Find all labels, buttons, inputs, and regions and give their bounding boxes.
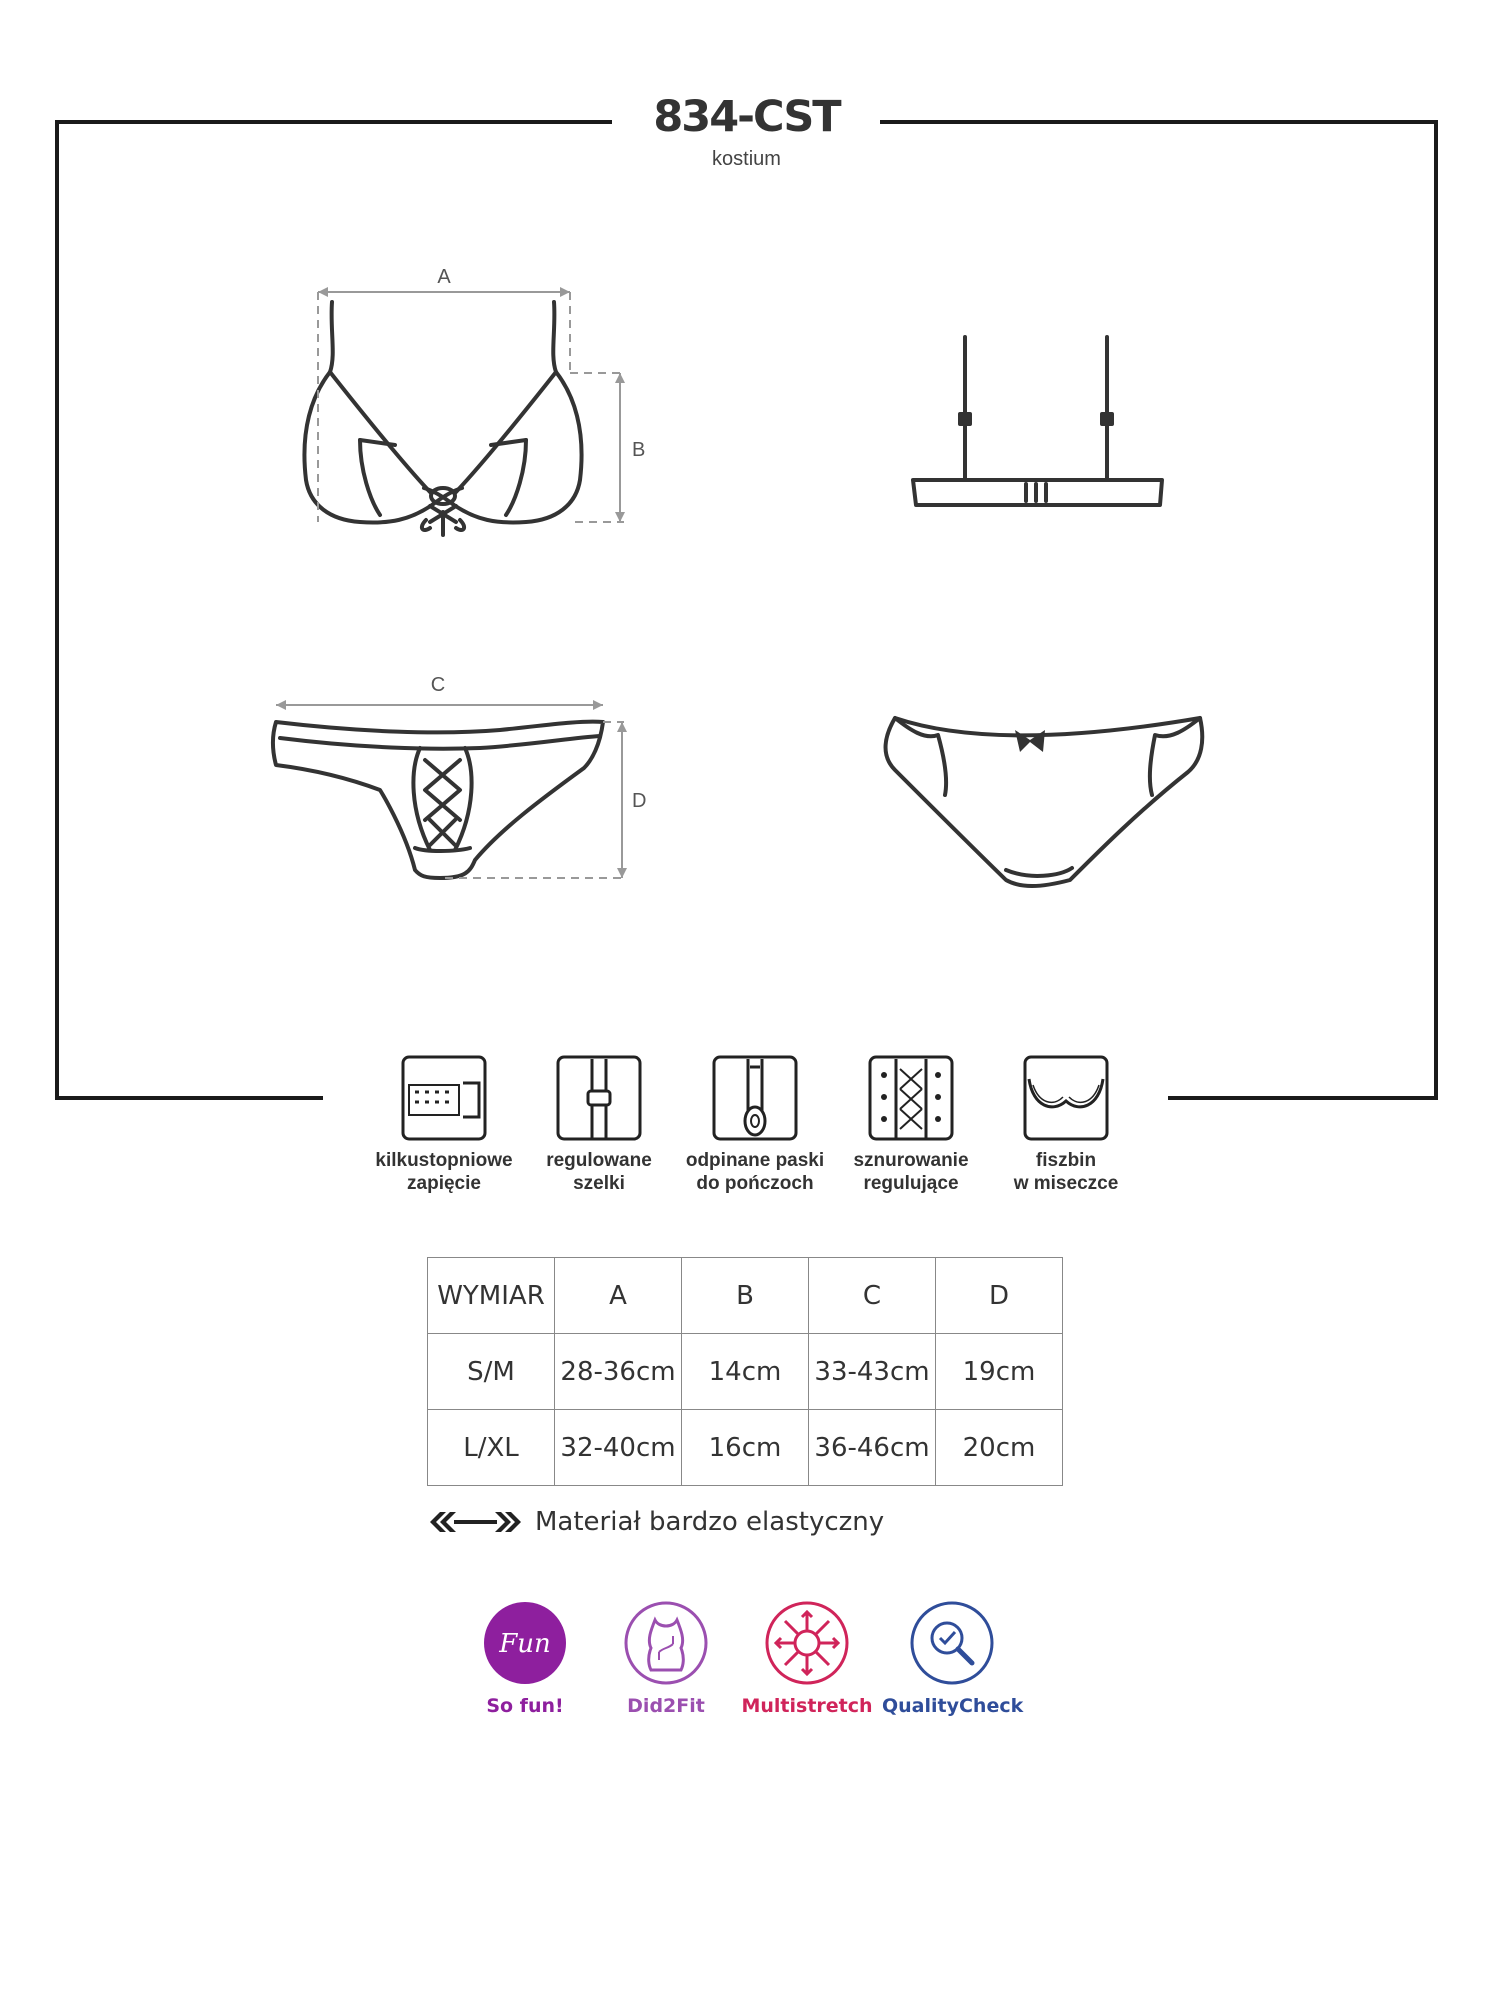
feature-straps	[514, 1055, 684, 1195]
size-table	[427, 1257, 1063, 1486]
table-header-cell: B	[682, 1258, 809, 1334]
badge-so-fun	[455, 1600, 595, 1717]
badge-label: QualityCheck	[882, 1695, 1024, 1717]
badge-label: So fun!	[486, 1695, 564, 1717]
feature-closure	[359, 1055, 529, 1195]
stretch-note	[428, 1505, 884, 1539]
table-header-cell: WYMIAR	[428, 1258, 555, 1334]
adjustable-strap-icon	[556, 1055, 642, 1141]
table-cell: 14cm	[682, 1334, 809, 1410]
product-code: 834-CST	[653, 92, 840, 142]
underwire-icon	[1023, 1055, 1109, 1141]
table-cell: 28-36cm	[555, 1334, 682, 1410]
garter-clip-icon	[712, 1055, 798, 1141]
multistretch-icon	[764, 1600, 850, 1686]
table-cell: L/XL	[428, 1410, 555, 1486]
table-cell: 16cm	[682, 1410, 809, 1486]
feature-label: regulowane szelki	[546, 1150, 652, 1194]
table-cell: S/M	[428, 1334, 555, 1410]
stretch-note-text: Materiał bardzo elastyczny	[535, 1507, 885, 1537]
feature-lacing	[826, 1055, 996, 1195]
table-header-cell: D	[936, 1258, 1063, 1334]
product-type: kostium	[712, 148, 781, 170]
dimension-lines	[276, 292, 624, 878]
fun-icon-text: Fun	[499, 1629, 551, 1659]
table-cell: 32-40cm	[555, 1410, 682, 1486]
feature-label: fiszbin w miseczce	[1013, 1150, 1119, 1194]
badge-multistretch	[737, 1600, 877, 1717]
table-cell: 19cm	[936, 1334, 1063, 1410]
bra-front-drawing	[304, 302, 581, 535]
panty-back-drawing	[886, 718, 1203, 886]
dress-fit-icon	[623, 1600, 709, 1686]
table-cell: 20cm	[936, 1410, 1063, 1486]
feature-label: sznurowanie regulujące	[853, 1150, 969, 1194]
table-header-row	[428, 1258, 1063, 1334]
table-row	[428, 1334, 1063, 1410]
badge-label: Did2Fit	[627, 1695, 705, 1717]
feature-garters	[670, 1055, 840, 1195]
badge-did2fit	[596, 1600, 736, 1717]
badge-label: Multistretch	[741, 1695, 873, 1717]
bra-back-drawing	[913, 337, 1162, 505]
dimension-label-b: B	[632, 439, 646, 461]
table-cell: 36-46cm	[809, 1410, 936, 1486]
table-row	[428, 1410, 1063, 1486]
frame-bottom-left	[55, 1096, 323, 1100]
stretch-arrows-icon	[428, 1510, 523, 1534]
lacing-icon	[868, 1055, 954, 1141]
thong-front-drawing	[273, 722, 603, 878]
hook-eye-closure-icon	[401, 1055, 487, 1141]
bow-icon	[1015, 730, 1045, 752]
dimension-label-d: D	[632, 790, 647, 812]
feature-label: kilkustopniowe zapięcie	[375, 1150, 513, 1194]
feature-label: odpinane paski do pończoch	[685, 1150, 825, 1194]
quality-check-icon	[909, 1600, 995, 1686]
table-header-cell: C	[809, 1258, 936, 1334]
badge-quality-check	[882, 1600, 1022, 1717]
table-header-cell: A	[555, 1258, 682, 1334]
dimension-label-c: C	[430, 674, 446, 696]
dimension-label-a: A	[437, 266, 451, 288]
feature-underwire	[981, 1055, 1151, 1195]
table-cell: 33-43cm	[809, 1334, 936, 1410]
frame-bottom-right	[1168, 1096, 1438, 1100]
fun-icon	[482, 1600, 568, 1686]
